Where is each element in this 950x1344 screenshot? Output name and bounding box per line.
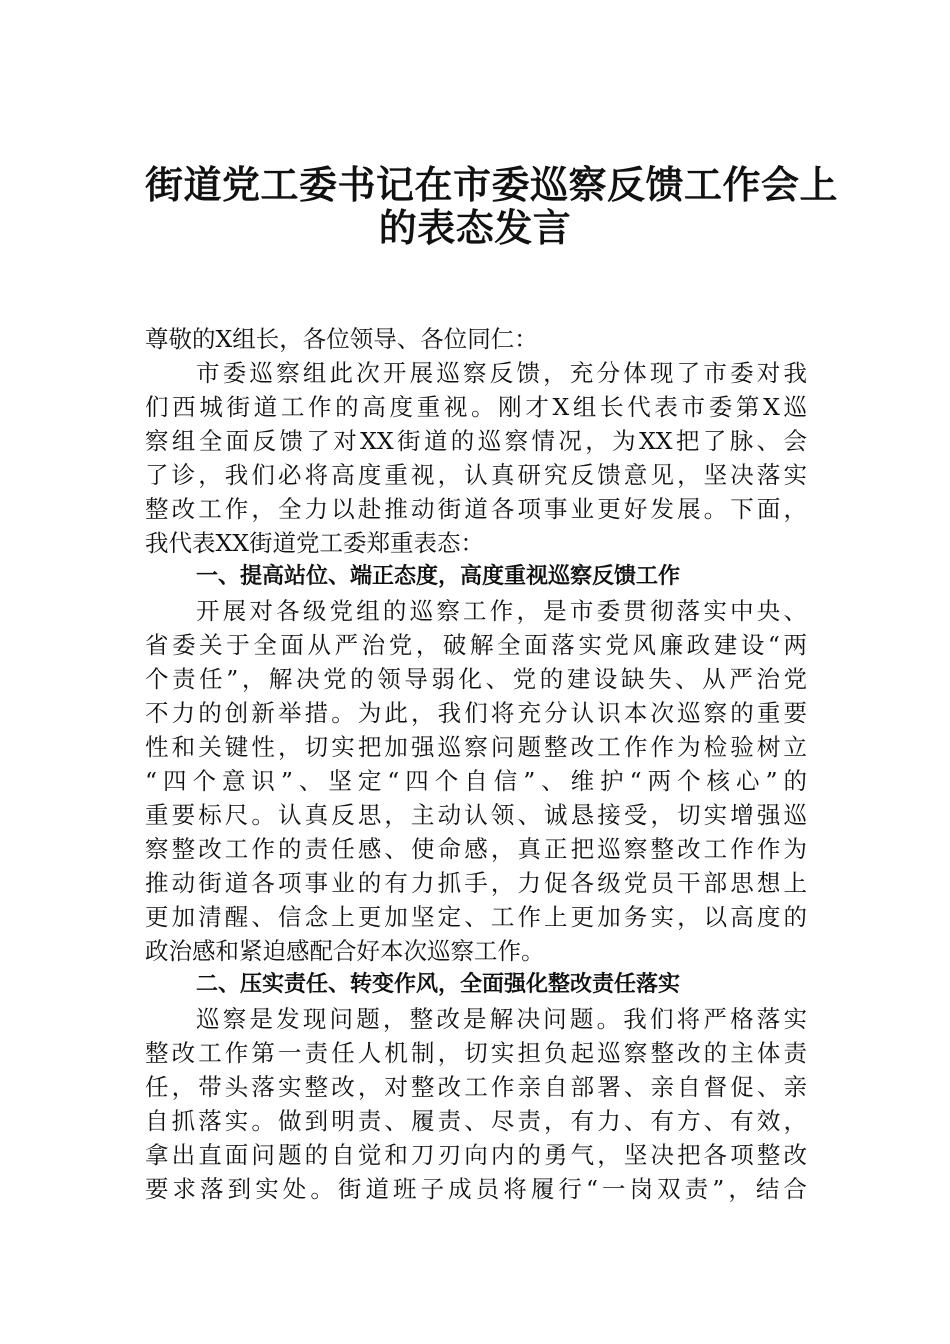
- body-text-line: 们西城街道工作的高度重视。刚才X组长代表市委第X巡: [145, 393, 807, 421]
- body-text-line: 个责任”，解决党的领导弱化、党的建设缺失、从严治党: [145, 665, 807, 693]
- body-text-line: 自抓落实。做到明责、履责、尽责，有力、有方、有效，: [145, 1107, 807, 1135]
- body-text-line: 任，带头落实整改，对整改工作亲自部署、亲自督促、亲: [145, 1073, 807, 1101]
- body-text-line: 政治感和紧迫感配合好本次巡察工作。: [145, 937, 545, 965]
- body-text-line: 不力的创新举措。为此，我们将充分认识本次巡察的重要: [145, 699, 807, 727]
- body-text-line: 察组全面反馈了对XX街道的巡察情况，为XX把了脉、会: [145, 427, 807, 455]
- body-text-line: 要求落到实处。街道班子成员将履行“一岗双责”，结合: [145, 1175, 807, 1203]
- document-body: [145, 322, 807, 1206]
- document-title-line-1: 街道党工委书记在市委巡察反馈工作会上: [145, 162, 839, 207]
- body-text-line: 尊敬的X组长，各位领导、各位同仁：: [145, 325, 538, 353]
- body-text-line: 整改工作，全力以赴推动街道各项事业更好发展。下面，: [145, 495, 807, 523]
- document-title-line-2: 的表态发言: [378, 205, 572, 250]
- body-text-line: 更加清醒、信念上更加坚定、工作上更加务实，以高度的: [145, 903, 807, 931]
- body-text-line: 开展对各级党组的巡察工作，是市委贯彻落实中央、: [196, 597, 807, 625]
- body-text-line: 性和关键性，切实把加强巡察问题整改工作作为检验树立: [145, 733, 807, 761]
- body-text-line: “四个意识”、坚定“四个自信”、维护“两个核心”的: [145, 767, 807, 795]
- body-text-line: 拿出直面问题的自觉和刀刃向内的勇气，坚决把各项整改: [145, 1141, 807, 1169]
- body-text-line: 巡察是发现问题，整改是解决问题。我们将严格落实: [196, 1005, 807, 1033]
- body-text-line: 省委关于全面从严治党，破解全面落实党风廉政建设“两: [145, 631, 807, 659]
- body-text-line: 市委巡察组此次开展巡察反馈，充分体现了市委对我: [196, 359, 807, 387]
- section-heading: 一、提高站位、端正态度，高度重视巡察反馈工作: [196, 564, 681, 589]
- body-text-line: 我代表XX街道党工委郑重表态：: [145, 529, 484, 557]
- body-text-line: 了诊，我们必将高度重视，认真研究反馈意见，坚决落实: [145, 461, 807, 489]
- body-text-line: 重要标尺。认真反思，主动认领、诚恳接受，切实增强巡: [145, 801, 807, 829]
- body-text-line: 察整改工作的责任感、使命感，真正把巡察整改工作作为: [145, 835, 807, 863]
- body-text-line: 推动街道各项事业的有力抓手，力促各级党员干部思想上: [145, 869, 807, 897]
- section-heading: 二、压实责任、转变作风，全面强化整改责任落实: [196, 972, 681, 997]
- body-text-line: 整改工作第一责任人机制，切实担负起巡察整改的主体责: [145, 1039, 807, 1067]
